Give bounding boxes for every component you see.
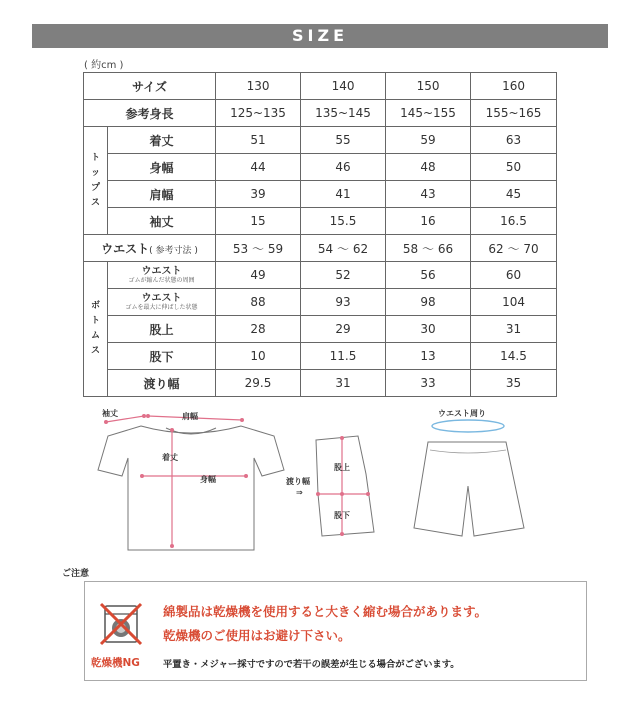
table-cell: 41 (301, 181, 386, 208)
unit-note: ( 約cm ) (84, 60, 124, 71)
row-label: 渡り幅 (108, 370, 216, 397)
table-cell: 16.5 (471, 208, 557, 235)
label-sleeve: 袖丈 (102, 409, 118, 418)
table-cell: 31 (471, 316, 557, 343)
table-cell: 104 (471, 289, 557, 316)
size-header-label: サイズ (84, 73, 216, 100)
table-row (84, 127, 557, 154)
caution-box (84, 581, 587, 681)
table-row (84, 343, 557, 370)
thigh-arrow: ⇒ (296, 488, 303, 497)
shorts-side-outline (316, 436, 374, 536)
bottoms-group-label (84, 262, 108, 397)
table-cell: 93 (301, 289, 386, 316)
label-inseam: 股下 (334, 511, 350, 520)
table-cell: 52 (301, 262, 386, 289)
caution-line-1: 綿製品は乾燥機を使用すると大きく縮む場合があります。 (163, 604, 488, 619)
size-banner: SIZE (32, 24, 608, 48)
table-cell: 50 (471, 154, 557, 181)
dryer-ng-icon (99, 602, 143, 646)
table-cell: 31 (301, 370, 386, 397)
table-cell: 58 ～ 66 (386, 235, 471, 262)
size-header-160: 160 (471, 73, 557, 100)
table-cell: 33 (386, 370, 471, 397)
bottoms-char: ボ (90, 301, 100, 311)
table-cell: 98 (386, 289, 471, 316)
waist-sub: ゴムを最大に伸ばした状態 (125, 304, 198, 311)
tops-char: ト (90, 152, 100, 163)
table-cell: 11.5 (301, 343, 386, 370)
table-row (84, 73, 557, 100)
table-row (84, 208, 557, 235)
waist-ref-label: ウエスト (101, 241, 150, 256)
tshirt-outline (98, 426, 284, 550)
table-cell: 125~135 (216, 100, 301, 127)
table-cell: 63 (471, 127, 557, 154)
table-cell: 14.5 (471, 343, 557, 370)
row-label: 袖丈 (108, 208, 216, 235)
caution-line-2: 乾燥機のご使用はお避け下さい。 (163, 628, 351, 643)
label-rise: 股上 (334, 463, 350, 472)
shorts-front-outline (414, 442, 524, 536)
row-label (84, 235, 216, 262)
table-cell: 10 (216, 343, 301, 370)
table-cell: 135~145 (301, 100, 386, 127)
size-table (83, 72, 557, 397)
row-label: 股上 (108, 316, 216, 343)
tops-char: ス (90, 197, 100, 208)
tops-char: プ (90, 182, 100, 193)
table-cell: 13 (386, 343, 471, 370)
table-cell: 53 ～ 59 (216, 235, 301, 262)
table-cell: 59 (386, 127, 471, 154)
row-label: 股下 (108, 343, 216, 370)
table-row (84, 235, 557, 262)
garment-illustrations (96, 404, 556, 554)
table-cell: 39 (216, 181, 301, 208)
table-row (84, 154, 557, 181)
label-length: 着丈 (162, 453, 178, 462)
label-shoulder: 肩幅 (182, 412, 198, 421)
caution-line-3: 平置き・メジャー採寸ですので若干の誤差が生じる場合がございます。 (163, 659, 460, 670)
table-row (84, 100, 557, 127)
row-label: 身幅 (108, 154, 216, 181)
table-cell: 51 (216, 127, 301, 154)
label-thigh: 渡り幅 (286, 477, 310, 486)
waist-label: ウエスト (141, 293, 182, 304)
table-cell: 46 (301, 154, 386, 181)
table-cell: 44 (216, 154, 301, 181)
row-label: 参考身長 (84, 100, 216, 127)
table-cell: 29.5 (216, 370, 301, 397)
waist-sub: ゴムが縮んだ状態の周囲 (128, 277, 195, 284)
table-row (84, 262, 557, 289)
row-label (108, 289, 216, 316)
table-cell: 16 (386, 208, 471, 235)
table-cell: 145~155 (386, 100, 471, 127)
table-cell: 43 (386, 181, 471, 208)
table-cell: 88 (216, 289, 301, 316)
table-cell: 48 (386, 154, 471, 181)
measurement-diagrams (96, 404, 556, 554)
size-header-150: 150 (386, 73, 471, 100)
table-cell: 35 (471, 370, 557, 397)
table-cell: 155~165 (471, 100, 557, 127)
table-cell: 28 (216, 316, 301, 343)
bottoms-char: ス (90, 346, 100, 356)
bottoms-char: ム (90, 331, 100, 341)
table-cell: 15.5 (301, 208, 386, 235)
row-label: 肩幅 (108, 181, 216, 208)
waist-label: ウエスト (141, 266, 182, 277)
size-header-140: 140 (301, 73, 386, 100)
tops-group-label (84, 127, 108, 235)
table-cell: 60 (471, 262, 557, 289)
tops-char: ッ (90, 167, 100, 178)
label-waist-around: ウエスト周り (438, 409, 486, 418)
bottoms-char: ト (90, 316, 100, 326)
table-cell: 49 (216, 262, 301, 289)
table-cell: 54 ～ 62 (301, 235, 386, 262)
table-row (84, 181, 557, 208)
waist-ref-note: ( 参考寸法 ) (149, 245, 198, 256)
table-cell: 62 ～ 70 (471, 235, 557, 262)
row-label: 着丈 (108, 127, 216, 154)
table-cell: 55 (301, 127, 386, 154)
table-row (84, 289, 557, 316)
size-header-130: 130 (216, 73, 301, 100)
row-label (108, 262, 216, 289)
table-cell: 15 (216, 208, 301, 235)
table-row (84, 316, 557, 343)
dryer-ng-label: 乾燥機NG (91, 657, 140, 669)
table-row (84, 370, 557, 397)
caution-title: ご注意 (62, 569, 90, 579)
table-cell: 56 (386, 262, 471, 289)
table-cell: 30 (386, 316, 471, 343)
label-body-width: 身幅 (200, 475, 216, 484)
table-cell: 45 (471, 181, 557, 208)
table-cell: 29 (301, 316, 386, 343)
